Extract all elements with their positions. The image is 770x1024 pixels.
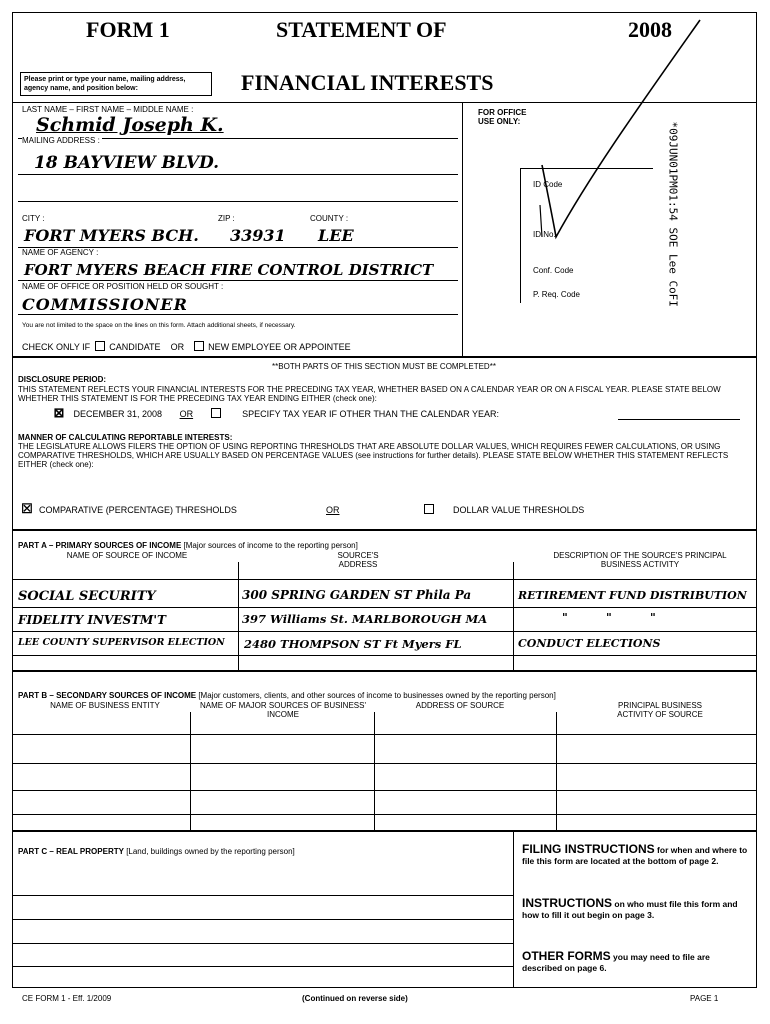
table-cell[interactable]: CONDUCT ELECTIONS (518, 637, 661, 650)
new-employee-checkbox[interactable] (194, 341, 204, 351)
period-options: ⊠ DECEMBER 31, 2008 OR SPECIFY TAX YEAR IF OTHER THAN THE CALENDAR YEAR: (53, 405, 500, 420)
part-c-title: PART C – REAL PROPERTY (18, 847, 124, 856)
comparative-checkbox[interactable]: ☒ (21, 501, 33, 516)
initial-checkmark-signature (520, 15, 720, 255)
part-b-col-address: ADDRESS OF SOURCE (415, 701, 505, 710)
office-use-title: FOR OFFICE USE ONLY: (478, 108, 527, 126)
table-cell[interactable]: " " " (562, 611, 656, 624)
december-checkbox[interactable]: ⊠ (53, 405, 65, 420)
part-b-col-sources: NAME OF MAJOR SOURCES OF BUSINESS' INCOME (200, 701, 366, 719)
table-cell[interactable]: 2480 THOMPSON ST Ft Myers FL (244, 637, 462, 651)
part-a-title-row (18, 541, 358, 550)
table-cell[interactable]: LEE COUNTY SUPERVISOR ELECTION (18, 637, 225, 648)
id-code-label: ID Code (533, 180, 563, 189)
footer-form-id: CE FORM 1 - Eff. 1/2009 (22, 994, 112, 1003)
candidate-label: CANDIDATE (109, 342, 161, 352)
city-value[interactable]: FORT MYERS BCH. (24, 226, 199, 245)
zip-value[interactable]: 33931 (230, 226, 286, 245)
table-cell[interactable]: 300 SPRING GARDEN ST Phila Pa (242, 588, 472, 602)
office-label: NAME OF OFFICE OR POSITION HELD OR SOUGHT : (22, 282, 224, 291)
form-title: FORM 1 (86, 17, 170, 42)
part-b-title: PART B – SECONDARY SOURCES OF INCOME (18, 691, 197, 700)
manner-heading: MANNER OF CALCULATING REPORTABLE INTERESTS: (18, 433, 233, 442)
agency-label: NAME OF AGENCY : (22, 248, 99, 257)
threshold-options (20, 501, 237, 516)
new-employee-label: NEW EMPLOYEE OR APPOINTEE (208, 342, 351, 352)
received-stamp: *09JUN01PM01:54 SOE Lee CoFI (666, 121, 680, 307)
other-forms-note: OTHER FORMS you may need to file are described on page 6. (522, 949, 710, 973)
agency-value[interactable]: FORT MYERS BEACH FIRE CONTROL DISTRICT (24, 261, 434, 279)
filing-instructions-note: FILING INSTRUCTIONS for when and where to file this form are located at the bottom of page 2. (522, 842, 748, 866)
statement-title-line2: FINANCIAL INTERESTS (241, 70, 494, 95)
name-label: LAST NAME – FIRST NAME – MIDDLE NAME : (22, 105, 194, 114)
disclosure-period-text: THIS STATEMENT REFLECTS YOUR FINANCIAL INTERESTS FOR THE PRECEDING TAX YEAR, WHETHER BASED ON A CALENDAR YEAR OR ON A FISCAL YEAR. PLEASE STATE BELOW WHETHER THIS STATEMENT IS FOR THE PRECEDING TAX YEAR ENDING EITHER (check one): (18, 385, 721, 403)
footer-continued: (Continued on reverse side) (302, 994, 408, 1003)
p-req-code-label: P. Req. Code (533, 290, 580, 299)
conf-code-label: Conf. Code (533, 266, 574, 275)
part-b-col-entity: NAME OF BUSINESS ENTITY (50, 701, 160, 710)
county-value[interactable]: LEE (318, 226, 354, 245)
form-year: 2008 (628, 17, 672, 42)
disclosure-period-heading: DISCLOSURE PERIOD: (18, 375, 107, 384)
part-b-subtitle: [Major customers, clients, and other sources of income to businesses owned by the reporting person] (198, 691, 556, 700)
part-b-col-activity: PRINCIPAL BUSINESS ACTIVITY OF SOURCE (617, 701, 703, 719)
id-no-label: ID No. (533, 230, 556, 239)
zip-label: ZIP : (218, 214, 235, 223)
county-label: COUNTY : (310, 214, 349, 223)
instructions-note: INSTRUCTIONS on who must file this form and how to fill it out begin on page 3. (522, 896, 738, 920)
part-a-col-description: DESCRIPTION OF THE SOURCE'S PRINCIPAL BUSINESS ACTIVITY (553, 551, 727, 569)
check-only-row: CHECK ONLY IF CANDIDATE OR NEW EMPLOYEE OR APPOINTEE (22, 342, 351, 352)
comparative-label: COMPARATIVE (PERCENTAGE) THRESHOLDS (39, 505, 237, 515)
mailing-label: MAILING ADDRESS : (22, 136, 100, 145)
name-value[interactable]: Schmid Joseph K. (36, 114, 224, 136)
footer-page-number: PAGE 1 (690, 994, 719, 1003)
mailing-value[interactable]: 18 BAYVIEW BLVD. (34, 153, 220, 173)
instruction-box: Please print or type your name, mailing address, agency name, and position below: (20, 72, 212, 96)
table-cell[interactable]: SOCIAL SECURITY (18, 589, 156, 604)
part-c-subtitle: [Land, buildings owned by the reporting person] (126, 847, 295, 856)
part-c-title-row (18, 847, 295, 856)
december-option-label: DECEMBER 31, 2008 (73, 409, 163, 419)
specify-year-line[interactable] (618, 419, 740, 420)
candidate-checkbox[interactable] (95, 341, 105, 351)
manner-text: THE LEGISLATURE ALLOWS FILERS THE OPTION OF USING REPORTING THRESHOLDS THAT ARE ABSOLUTE DOLLAR VALUES, WHICH REQUIRES FEWER CALCULATIONS, OR USING COMPARATIVE THRESHOLDS, WHICH ARE USUALLY BASED ON PERCENTAGE VALUES (see instructions for further details). PLEASE STATE BELOW WHETHER THIS STATEMENT REFLECTS EITHER (check one): (18, 442, 729, 469)
statement-title-line1: STATEMENT OF (276, 17, 447, 42)
both-parts-note: **BOTH PARTS OF THIS SECTION MUST BE COMPLETED** (272, 362, 496, 371)
not-limited-note: You are not limited to the space on the lines on this form. Attach additional sheets, if necessary. (22, 322, 296, 329)
part-b-title-row (18, 691, 556, 700)
part-a-subtitle: [Major sources of income to the reporting person] (183, 541, 358, 550)
part-a-col-address: SOURCE'S ADDRESS (337, 551, 379, 569)
city-label: CITY : (22, 214, 45, 223)
part-a-col-name: NAME OF SOURCE OF INCOME (66, 551, 188, 560)
specify-year-checkbox[interactable] (211, 408, 221, 418)
table-cell[interactable]: 397 Williams St. MARLBOROUGH MA (242, 612, 488, 626)
dollar-value-label: DOLLAR VALUE THRESHOLDS (453, 505, 585, 515)
dollar-value-checkbox[interactable] (424, 504, 434, 514)
table-cell[interactable]: RETIREMENT FUND DISTRIBUTION (518, 589, 747, 602)
specify-year-label: SPECIFY TAX YEAR IF OTHER THAN THE CALENDAR YEAR: (242, 409, 500, 419)
office-value[interactable]: COMMISSIONER (22, 295, 188, 314)
table-cell[interactable]: FIDELITY INVESTM'T (18, 613, 166, 627)
part-a-title: PART A – PRIMARY SOURCES OF INCOME (18, 541, 182, 550)
